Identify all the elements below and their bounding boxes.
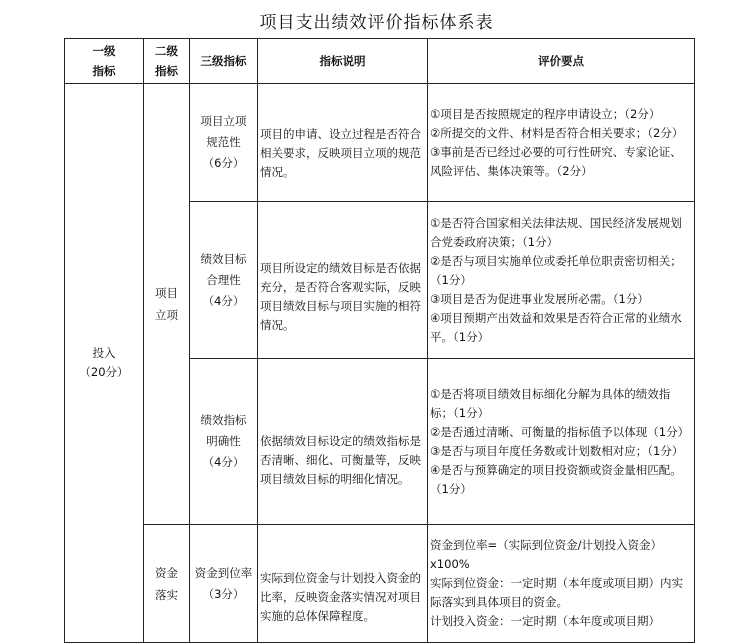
header-level2: 二级 指标 — [144, 39, 190, 84]
point-item: 实际到位资金：一定时期（本年度或项目期）内实际落实到具体项目的资金。 — [430, 576, 683, 609]
point-item: 资金到位率=（实际到位资金/计划投入资金）x100% — [430, 538, 663, 571]
level3-cell — [190, 359, 258, 525]
points-cell — [428, 202, 695, 359]
level3-cell — [190, 525, 258, 643]
level3-name: 资金到位率 — [194, 565, 253, 580]
header-points: 评价要点 — [428, 39, 695, 84]
level3-score: （4分） — [202, 455, 245, 469]
level3-score: （4分） — [202, 293, 245, 308]
table-header-row — [65, 39, 695, 84]
point-item: ④是否与预算确定的项目投资额或资金量相匹配。（1分） — [430, 462, 682, 496]
points-cell — [428, 84, 695, 202]
table-row — [65, 84, 695, 202]
level1-cell — [65, 84, 144, 643]
points-cell — [428, 359, 695, 525]
points-cell — [428, 525, 695, 643]
level3-score: （3分） — [202, 586, 245, 601]
header-description: 指标说明 — [258, 39, 428, 84]
point-item: ④项目预期产出效益和效果是否符合正常的业绩水平。（1分） — [430, 310, 682, 344]
level2-cell-funding: 资金 落实 — [144, 525, 190, 643]
level3-score: （6分） — [202, 156, 245, 170]
level2-cell-project-setup: 项目 立项 — [144, 84, 190, 525]
table-row — [65, 525, 695, 643]
description-cell: 依据绩效目标设定的绩效指标是否清晰、细化、可衡量等，反映项目绩效目标的明细化情况。 — [258, 359, 428, 525]
header-level1: 一级 指标 — [65, 39, 144, 84]
level1-score: （20分） — [79, 365, 129, 379]
level3-name: 项目立项 规范性 — [200, 114, 247, 149]
point-item: ③项目是否为促进事业发展所必需。（1分） — [430, 291, 649, 306]
description-cell: 项目所设定的绩效目标是否依据充分，是否符合客观实际，反映项目绩效目标与项目实施的相符情况。 — [258, 202, 428, 359]
page-title: 项目支出绩效评价指标体系表 — [259, 13, 494, 33]
point-item: 计划投入资金：一定时期（本年度或项目期） — [430, 614, 660, 628]
point-item: ①项目是否按照规定的程序申请设立；（2分） — [430, 106, 661, 121]
level3-cell — [190, 202, 258, 359]
description-cell: 项目的申请、设立过程是否符合相关要求，反映项目立项的规范情况。 — [258, 84, 428, 202]
point-item: ②所提交的文件、材料是否符合相关要求；（2分） — [430, 125, 684, 140]
level3-name: 绩效指标 明确性 — [200, 413, 247, 448]
indicator-table — [64, 38, 695, 643]
point-item: ②是否通过清晰、可衡量的指标值予以体现（1分） — [430, 424, 690, 439]
point-item: ①是否将项目绩效目标细化分解为具体的绩效指标；（1分） — [430, 386, 671, 420]
point-item: ①是否符合国家相关法律法规、国民经济发展规划合党委政府决策；（1分） — [430, 215, 682, 249]
level3-name: 绩效目标 合理性 — [200, 251, 247, 287]
point-item: ②是否与项目实施单位或委托单位职责密切相关；（1分） — [430, 253, 682, 287]
point-item: ③是否与项目年度任务数或计划数相对应；（1分） — [430, 443, 684, 458]
description-cell: 实际到位资金与计划投入资金的比率，反映资金落实情况对项目实施的总体保障程度。 — [258, 525, 428, 643]
level1-name: 投入 — [92, 346, 116, 360]
level3-cell — [190, 84, 258, 202]
point-item: ③事前是否已经过必要的可行性研究、专家论证、风险评估、集体决策等。（2分） — [430, 144, 682, 178]
header-level3: 三级指标 — [190, 39, 258, 84]
